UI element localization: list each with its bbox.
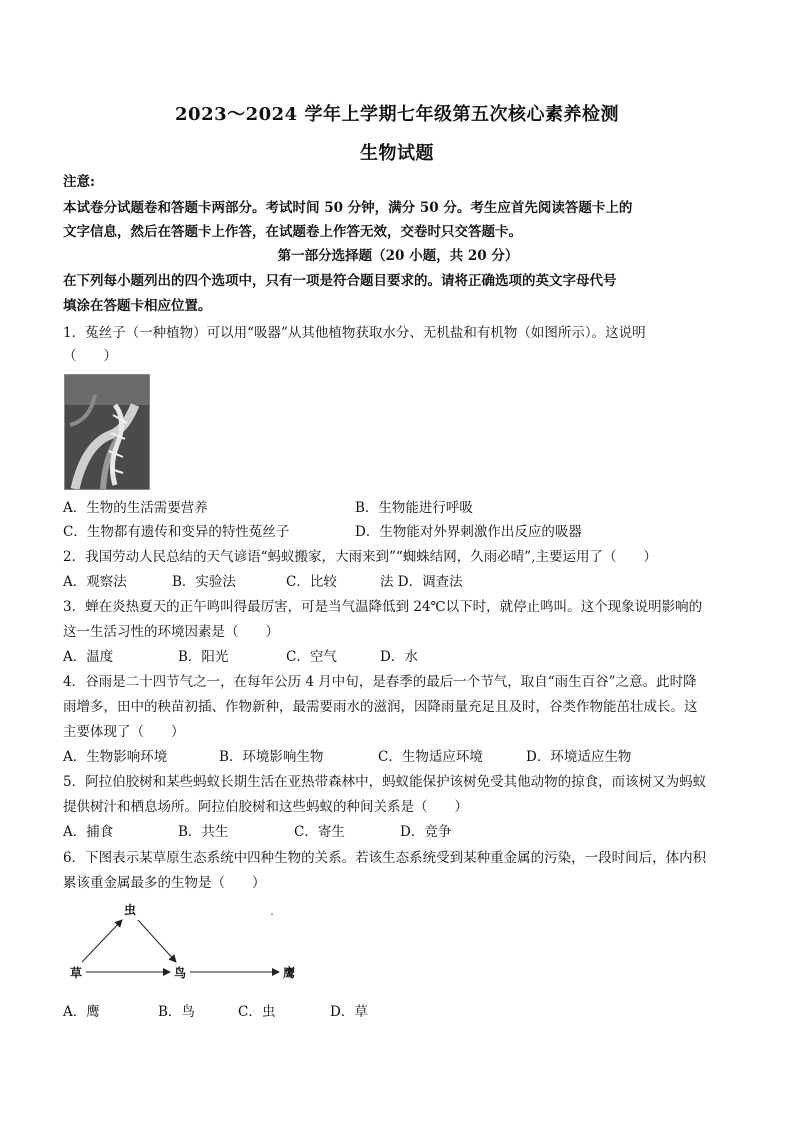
- question-2-text: 2．我国劳动人民总结的天气谚语“蚂蚁搬家，大雨来到”“蜘蛛结网，久雨必晴”,主要运用了（ ）: [63, 549, 657, 565]
- question-6-option-b: B．鸟: [158, 1004, 195, 1020]
- question-5-option-c: C．寄生: [294, 824, 345, 840]
- section-instruction-2: 填涂在答题卡相应位置。: [63, 298, 212, 314]
- diagram-speck: [271, 913, 273, 915]
- dodder-image-icon: [65, 375, 149, 489]
- question-5-line-1: 5．阿拉伯胶树和某些蚂蚁长期生活在亚热带森林中，蚂蚁能保护该树免受其他动物的掠食，而该树又为蚂蚁: [63, 774, 707, 790]
- question-1-option-c: C．生物都有遗传和变异的特性菟丝子: [63, 524, 290, 540]
- question-1-blank: （ ）: [63, 348, 117, 364]
- dodder-photo: [64, 374, 150, 490]
- question-4-option-b: B．环境影响生物: [219, 749, 324, 765]
- section-instruction-1: 在下列每小题列出的四个选项中，只有一项是符合题目要求的。请将正确选项的英文字母代号: [63, 273, 617, 289]
- question-6-option-d: D．草: [330, 1004, 368, 1020]
- question-5-option-a: A．捕食: [63, 824, 114, 840]
- question-3-line-1: 3．蝉在炎热夏天的正午鸣叫得最厉害，可是当气温降低到 24℃以下时，就停止鸣叫。这个现象说明影响的: [63, 599, 703, 615]
- question-2-option-c: C．比较: [286, 574, 337, 590]
- diagram-label-grass: 草: [70, 966, 83, 980]
- question-1-option-b: B．生物能进行呼吸: [355, 500, 473, 516]
- question-3-option-a: A．温度: [63, 649, 114, 665]
- diagram-label-bird: 鸟: [174, 966, 187, 980]
- arrow-grass-to-insect: [82, 920, 122, 962]
- question-4-option-d: D．环境适应生物: [526, 749, 632, 765]
- notice-label: 注意:: [63, 174, 95, 190]
- question-5-option-d: D．竞争: [400, 824, 452, 840]
- question-4-option-c: C．生物适应环境: [378, 749, 483, 765]
- notice-line-2: 文字信息，然后在答题卡上作答，在试题卷上作答无效，交卷时只交答题卡。: [63, 224, 522, 240]
- arrow-insect-to-bird: [138, 920, 176, 962]
- question-6-line-2: 累该重金属最多的生物是（ ）: [63, 875, 266, 891]
- question-2-option-a: A．观察法: [63, 574, 127, 590]
- question-3-option-d: D．水: [380, 649, 418, 665]
- question-1-option-d: D．生物能对外界刺激作出反应的吸器: [355, 524, 582, 540]
- question-3-option-c: C．空气: [286, 649, 337, 665]
- question-3-option-b: B．阳光: [178, 649, 229, 665]
- food-chain-diagram: [60, 900, 310, 990]
- diagram-label-insect: 虫: [124, 903, 137, 917]
- notice-line-1: 本试卷分试题卷和答题卡两部分。考试时间 50 分钟，满分 50 分。考生应首先阅读答题卡上的: [63, 200, 633, 216]
- exam-title: 2023～2024 学年上学期七年级第五次核心素养检测: [175, 104, 619, 125]
- question-5-option-b: B．共生: [178, 824, 229, 840]
- question-5-line-2: 提供树汁和栖息场所。阿拉伯胶树和这些蚂蚁的种间关系是（ ）: [63, 799, 468, 815]
- exam-subtitle: 生物试题: [360, 143, 434, 164]
- question-4-line-2: 雨增多，田中的秧苗初插、作物新种，最需要雨水的滋润，因降雨量充足且及时，谷类作物能茁壮成长。这: [63, 699, 698, 715]
- question-1-text: 1．菟丝子（一种植物）可以用“吸器”从其他植物获取水分、无机盐和有机物（如图所示）。这说明: [63, 325, 646, 341]
- question-1-option-a: A．生物的生活需要营养: [63, 500, 208, 516]
- question-4-line-1: 4．谷雨是二十四节气之一，在每年公历 4 月中旬，是春季的最后一个节气，取自“雨生百谷”之意。此时降: [63, 674, 697, 690]
- question-3-line-2: 这一生活习性的环境因素是（ ）: [63, 624, 279, 640]
- question-6-line-1: 6．下图表示某草原生态系统中四种生物的关系。若该生态系统受到某种重金属的污染，一段时间后，体内积: [63, 850, 707, 866]
- question-4-line-3: 主要体现了（ ）: [63, 724, 185, 740]
- question-6-option-a: A．鹰: [63, 1004, 100, 1020]
- diagram-label-eagle: 鹰: [283, 966, 296, 980]
- section-heading: 第一部分选择题（20 小题，共 20 分）: [277, 248, 519, 264]
- question-2-option-b: B．实验法: [172, 574, 236, 590]
- question-6-option-c: C．虫: [238, 1004, 276, 1020]
- question-4-option-a: A．生物影响环境: [63, 749, 168, 765]
- question-2-option-d: 法 D．调查法: [380, 574, 463, 590]
